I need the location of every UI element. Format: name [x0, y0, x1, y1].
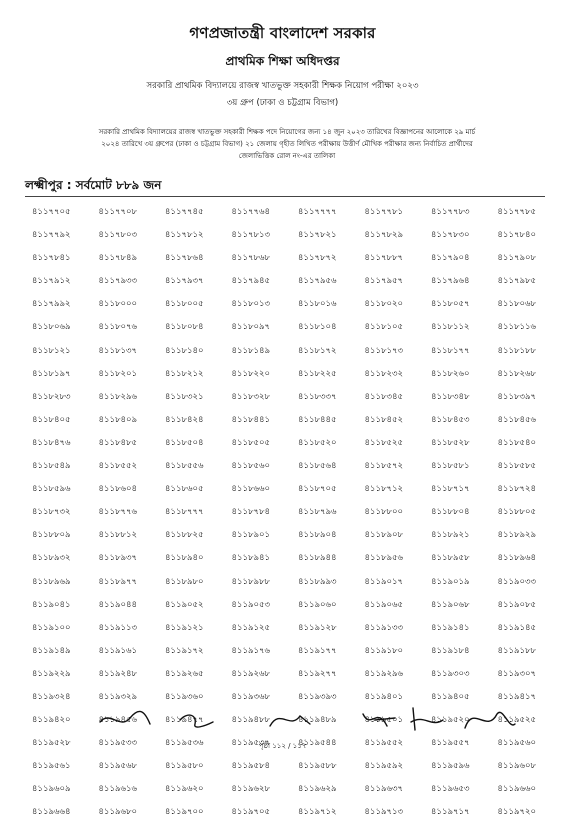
roll-number: ৪১১৮১২১	[31, 345, 71, 356]
roll-number: ৪১১৭৭০৮	[98, 207, 138, 217]
roll-number: ৪১১৯১৮০	[364, 645, 404, 656]
roll-number: ৪১১৮৭৩২	[31, 507, 71, 518]
roll-number: ৪১১৮২২৫	[297, 368, 337, 379]
roll-number: ৪১১৯৫৮০	[164, 761, 204, 772]
roll-number: ৪১১৮০১৩	[231, 299, 271, 310]
roll-number: ৪১১৭৮৪৯	[98, 253, 138, 264]
roll-number: ৪১১৭৮৪০	[497, 230, 537, 241]
roll-number: ৪১১৯২৭৭	[297, 668, 337, 679]
roll-number: ৪১১৭৮৮৭	[364, 253, 404, 264]
roll-number: ৪১১৯৭২০	[497, 807, 537, 818]
roll-number: ৪১১৯৪৫৬	[98, 715, 138, 726]
roll-number: ৪১১৮২৬৮	[497, 368, 537, 379]
roll-number: ৪১১৮০৫৭	[430, 299, 470, 310]
roll-number: ৪১১৮৫২৫	[364, 437, 404, 448]
roll-number: ৪১১৮৫৯৬	[31, 484, 71, 495]
roll-number: ৪১১৯১৬১	[98, 645, 138, 656]
signature-3	[270, 716, 310, 726]
roll-number: ৪১১৯৫৮৪	[231, 761, 271, 772]
roll-number: ৪১১৯১৪১	[430, 622, 470, 633]
roll-number: ৪১১৮৭৮৪	[231, 507, 271, 518]
roll-number: ৪১১৯১৪৫	[497, 622, 537, 633]
roll-number: ৪১১৮৮০৯	[31, 530, 71, 541]
roll-number: ৪১১৯৫৬০	[497, 738, 537, 749]
roll-number: ৪১১৮৯৬৯	[31, 576, 71, 587]
roll-number: ৪১১৯৫০১	[364, 715, 404, 726]
roll-number: ৪১১৮৪৮৫	[98, 437, 138, 448]
roll-number: ৪১১৮০৯৭	[231, 322, 271, 333]
roll-number: ৪১১৯৬২৮	[231, 784, 271, 795]
roll-number: ৪১১৮২২০	[231, 368, 271, 379]
roll-number: ৪১১৯০৫৩	[231, 599, 271, 610]
roll-number: ৪১১৯৫৩৭	[231, 738, 271, 749]
roll-number: ৪১১৯৬০৮	[497, 761, 537, 772]
page-number: পৃষ্ঠা ১১২ / ১১৭	[258, 742, 307, 750]
roll-number: ৪১১৯৭১৩	[364, 807, 404, 818]
roll-number: ৪১১৮৯০৪	[297, 530, 337, 541]
roll-number: ৪১১৭৯৮৫	[497, 276, 537, 287]
roll-number: ৪১১৯০৪৪	[98, 599, 138, 610]
roll-number: ৪১১৭৮৬৮	[231, 253, 271, 264]
roll-number: ৪১১৭৭০৫	[31, 207, 71, 217]
roll-number: ৪১১৯২৬৫	[164, 668, 204, 679]
roll-number: ৪১১৭৭৮৫	[497, 207, 537, 217]
roll-number: ৪১১৮১১৬	[497, 322, 537, 333]
roll-number: ৪১১৮১৪০	[164, 345, 204, 356]
roll-number: ৪১১৯৬৫৩	[430, 784, 470, 795]
exam-title: সরকারি প্রাথমিক বিদ্যালয়ে রাজস্ব খাতভুক্ত সহকারী শিক্ষক নিয়োগ পরীক্ষা ২০২৩	[146, 81, 419, 91]
roll-number: ৪১১৮৪২৪	[164, 414, 204, 425]
roll-number: ৪১১৮৯৫৮	[430, 553, 470, 564]
signature-4	[363, 714, 395, 726]
roll-number: ৪১১৯১১৩	[98, 622, 138, 633]
roll-number: ৪১১৮৭০৫	[297, 484, 337, 495]
roll-number: ৪১১৯০১৭	[364, 576, 404, 587]
roll-number: ৪১১৯৫২৮	[31, 738, 71, 749]
roll-number: ৪১১৮২৬০	[430, 368, 470, 379]
roll-number: ৪১১৮২৯৬	[98, 391, 138, 402]
roll-number: ৪১১৯০৫২	[164, 599, 204, 610]
notice-line-1: সরকারি প্রাথমিক বিদ্যালয়ের রাজস্ব খাতভুক্ত সহকারী শিক্ষক পদে নিয়োগের জন্য ১৪ জুন ২০২৩ তারিখের বিজ্ঞাপনের আলোকে ২৯ মার্চ	[98, 128, 476, 136]
roll-number: ৪১১৯১২৮	[297, 622, 337, 633]
roll-number: ৪১১৮৫৬৪	[297, 461, 337, 472]
roll-number: ৪১১৮৮০০	[364, 507, 404, 518]
roll-number: ৪১১৯১৭৬	[231, 645, 271, 656]
roll-number: ৪১১৮০৬৯	[31, 322, 71, 333]
roll-number: ৪১১৮১৩৭	[98, 345, 138, 356]
roll-number: ৪১১৯৪২০	[31, 715, 71, 726]
roll-number: ৪১১৮৫৮১	[430, 461, 470, 472]
roll-number: ৪১১৮৯২১	[430, 530, 470, 541]
roll-number: ৪১১৯১৭৭	[297, 645, 337, 656]
roll-number: ৪১১৮৪৭৬	[31, 437, 71, 448]
signature-5	[411, 708, 443, 730]
government-title: গণপ্রজাতন্ত্রী বাংলাদেশ সরকার	[189, 24, 376, 42]
roll-number: ৪১১৮১০৫	[364, 322, 404, 333]
roll-number: ৪১১৮৫৪০	[497, 437, 537, 448]
roll-number: ৪১১৯২৯৬	[364, 668, 404, 679]
roll-number: ৪১১৯০৬৮	[430, 599, 470, 610]
roll-number: ৪১১৭৭৭৭	[297, 207, 337, 217]
roll-number: ৪১১৯৩৬০	[164, 691, 204, 702]
roll-number: ৪১১৮০২০	[364, 299, 404, 310]
roll-number: ৪১১৮২০১	[98, 368, 138, 379]
roll-number: ৪১১৮০৬৮	[497, 299, 537, 310]
roll-number: ৪১১৮৫০৫	[231, 437, 271, 448]
roll-number: ৪১১৮৩৩৭	[297, 391, 337, 402]
roll-number: ৪১১৮৩৪৮	[430, 391, 470, 402]
roll-number: ৪১১৯৭১২	[297, 807, 337, 818]
roll-number: ৪১১৯৫৬৮	[98, 761, 138, 772]
roll-number: ৪১১৭৯৪৫	[231, 276, 271, 287]
roll-number: ৪১১৭৯৫৬	[297, 276, 337, 287]
roll-number: ৪১১৯১২১	[164, 622, 204, 633]
roll-number: ৪১১৮১১২	[430, 322, 470, 333]
roll-number: ৪১১৭৯০৮	[497, 253, 537, 264]
roll-number: ৪১১৭৮৭২	[297, 253, 337, 264]
notice-line-2: ২০২৪ তারিখে ৩য় গ্রুপের (ঢাকা ও চট্টগ্রাম বিভাগ) ২১ জেলায় গৃহীত লিখিত পরীক্ষায় উত্তীর্ণ মৌখিক পরীক্ষার জন্য নির্বাচিত প্রার্থীদের	[101, 140, 473, 148]
roll-number: ৪১১৮১৯৭	[31, 368, 71, 379]
roll-number: ৪১১৯৪০৫	[430, 691, 470, 702]
roll-number: ৪১১৮৮০৫	[497, 507, 537, 518]
roll-number: ৪১১৯১৮৮	[497, 645, 537, 656]
signature-2	[180, 715, 213, 727]
roll-number: ৪১১৮৪৫৩	[430, 414, 470, 425]
roll-number: ৪১১৮৫৫২	[98, 461, 138, 472]
roll-number: ৪১১৯০৪১	[31, 599, 71, 610]
roll-number: ৪১১৮৫০৪	[164, 437, 204, 448]
signatures	[95, 700, 525, 740]
roll-number: ৪১১৮৫৬০	[231, 461, 271, 472]
directorate-title: প্রাথমিক শিক্ষা অধিদপ্তর	[225, 54, 340, 68]
roll-number: ৪১১৮৭২৪	[497, 484, 537, 495]
roll-number: ৪১১৯২৪৮	[98, 668, 138, 679]
roll-number: ৪১১৮৬০৫	[164, 484, 204, 495]
roll-number: ৪১১৮৯৭৭	[98, 576, 138, 587]
roll-number: ৪১১৯৫৮৮	[297, 761, 337, 772]
roll-number: ৪১১৮৯৮০	[164, 576, 204, 587]
district-total: লক্ষ্মীপুর : সর্বমোট ৮৮৯ জন	[25, 178, 162, 192]
roll-number: ৪১১৮৬৬০	[231, 484, 271, 495]
roll-number: ৪১১৮৯২৯	[497, 530, 537, 541]
group-title: ৩য় গ্রুপ (ঢাকা ও চট্টগ্রাম বিভাগ)	[226, 98, 339, 108]
roll-number: ৪১১৮১০৪	[297, 322, 337, 333]
roll-number: ৪১১৭৮১৩	[231, 230, 271, 241]
notice-text	[22, 126, 552, 162]
roll-number: ৪১১৯৭০০	[164, 807, 204, 818]
roll-number: ৪১১৯৬৬৪	[31, 807, 71, 818]
roll-number: ৪১১৮০০৫	[164, 299, 204, 310]
roll-number: ৪১১৭৭৮৩	[430, 207, 470, 217]
roll-number: ৪১১৭৭৯২	[31, 230, 71, 241]
roll-number: ৪১১৯১৩৩	[364, 622, 404, 633]
roll-number: ৪১১৮৫৮৫	[497, 461, 537, 472]
roll-number: ৪১১৯৩৬৮	[231, 691, 271, 702]
roll-number: ৪১১৮১৪৯	[231, 345, 271, 356]
roll-number: ৪১১৮৩২৮	[231, 391, 271, 402]
roll-number: ৪১১৮৯০১	[231, 530, 271, 541]
roll-number: ৪১১৮৯৯৩	[297, 576, 337, 587]
roll-number: ৪১১৮৫৭২	[364, 461, 404, 472]
roll-number: ৪১১৯০১৯	[430, 576, 470, 587]
roll-number: ৪১১৮৪৪১	[231, 414, 271, 425]
roll-number: ৪১১৯৩২৪	[31, 691, 71, 702]
roll-number: ৪১১৮৬০৪	[98, 484, 138, 495]
roll-number: ৪১১৮০৮৪	[164, 322, 204, 333]
roll-number: ৪১১৮৯৬৪	[497, 553, 537, 564]
roll-number: ৪১১৮৯৪১	[231, 553, 271, 564]
roll-number: ৪১১৮৩৯৭	[497, 391, 537, 402]
roll-number: ৪১১৯১০০	[31, 622, 71, 633]
roll-number: ৪১১৮৮১২	[98, 530, 138, 541]
roll-number: ৪১১৮০০০	[98, 299, 138, 310]
signature-6	[465, 712, 515, 728]
roll-number: ৪১১৭৮০৩	[98, 230, 138, 241]
roll-number: ৪১১৮২৮৩	[31, 391, 71, 402]
roll-number: ৪১১৯২৬৮	[231, 668, 271, 679]
roll-number: ৪১১৭৮৪১	[31, 253, 71, 264]
roll-number: ৪১১৯৫৯৬	[430, 761, 470, 772]
roll-number: ৪১১৭৯৬৪	[430, 276, 470, 287]
roll-number: ৪১১৯০৮৫	[497, 599, 537, 610]
roll-number: ৪১১৯০৬৫	[364, 599, 404, 610]
roll-number: ৪১১৯৪৮৯	[297, 715, 337, 726]
roll-number: ৪১১৭৭৪৫	[164, 207, 204, 217]
roll-number: ৪১১৮৯৪০	[164, 553, 204, 564]
roll-number: ৪১১৮১৮৮	[497, 345, 537, 356]
roll-number: ৪১১৯৪১৭	[497, 691, 537, 702]
roll-number: ৪১১৭৯৩৭	[164, 276, 204, 287]
roll-number: ৪১১৭৮২৯	[364, 230, 404, 241]
roll-number: ৪১১৮৭৭৭	[164, 507, 204, 518]
roll-number: ৪১১৮৭৯৬	[297, 507, 337, 518]
roll-number: ৪১১৮৪০৯	[98, 414, 138, 425]
roll-number: ৪১১৮০১৬	[297, 299, 337, 310]
roll-number: ৪১১৯৪০১	[364, 691, 404, 702]
roll-number: ৪১১৭৯০৪	[430, 253, 470, 264]
roll-number: ৪১১৭৯৩৩	[98, 276, 138, 287]
roll-number: ৪১১৭৮২১	[297, 230, 337, 241]
roll-number: ৪১১৮০৭৬	[98, 322, 138, 333]
roll-number: ৪১১৮৩৪৫	[364, 391, 404, 402]
roll-number: ৪১১৯২২৯	[31, 668, 71, 679]
roll-number: ৪১১৮৪৫২	[364, 414, 404, 425]
roll-number: ৪১১৭৯৫৭	[364, 276, 404, 287]
roll-number: ৪১১৮৫৫৬	[164, 461, 204, 472]
signature-1	[100, 711, 150, 724]
roll-number: ৪১১৮৮০৪	[430, 507, 470, 518]
roll-number: ৪১১৯৩০৭	[497, 668, 537, 679]
roll-number: ৪১১৯১৮৪	[430, 645, 470, 656]
roll-number: ৪১১৮৪৫৬	[497, 414, 537, 425]
roll-number: ৪১১৮২১২	[164, 368, 204, 379]
roll-number: ৪১১৮৫৪৯	[31, 461, 71, 472]
roll-number: ৪১১৯৩৯৩	[297, 691, 337, 702]
roll-number: ৪১১৯৩২৯	[98, 691, 138, 702]
roll-number: ৪১১৮৯০৮	[364, 530, 404, 541]
roll-number: ৪১১৯৫২০	[430, 715, 470, 726]
divider	[25, 196, 545, 197]
roll-number: ৪১১৯১২৫	[231, 622, 271, 633]
roll-number: ৪১১৯৬২০	[164, 784, 204, 795]
roll-number: ৪১১৮১৭৭	[430, 345, 470, 356]
roll-number: ৪১১৯৫৯২	[364, 761, 404, 772]
roll-number: ৪১১৮২৩২	[364, 368, 404, 379]
roll-number: ৪১১৮৭৭৬	[98, 507, 138, 518]
roll-number: ৪১১৮৪৪৫	[297, 414, 337, 425]
roll-number: ৪১১৯১৪৯	[31, 645, 71, 656]
roll-number: ৪১১৮৫২০	[297, 437, 337, 448]
roll-number: ৪১১৯৫২৫	[497, 715, 537, 726]
roll-number: ৪১১৯৬২৯	[297, 784, 337, 795]
roll-number: ৪১১৯১৭২	[164, 645, 204, 656]
roll-number: ৪১১৯৫৩৬	[164, 738, 204, 749]
roll-number: ৪১১৮১৭৩	[364, 345, 404, 356]
roll-number: ৪১১৮৯৩২	[31, 553, 71, 564]
roll-number: ৪১১৮৯৪৪	[297, 553, 337, 564]
roll-number: ৪১১৯৭১৭	[430, 807, 470, 818]
roll-number: ৪১১৮৯৮৮	[231, 576, 271, 587]
roll-number: ৪১১৮৯৫৬	[364, 553, 404, 564]
roll-number: ৪১১৯৬৩৭	[364, 784, 404, 795]
roll-number: ৪১১৯৩০৩	[430, 668, 470, 679]
roll-number: ৪১১৯৪৭৭	[164, 715, 204, 726]
roll-number: ৪১১৯৬৬০	[497, 784, 537, 795]
roll-number: ৪১১৮৫২৮	[430, 437, 470, 448]
roll-number: ৪১১৭৯১২	[31, 276, 71, 287]
roll-number: ৪১১৭৮৬৪	[164, 253, 204, 264]
roll-number: ৪১১৯৫৩৩	[98, 738, 138, 749]
document-header	[0, 20, 565, 110]
roll-number: ৪১১৯৫৪৪	[297, 738, 337, 749]
roll-number: ৪১১৯৬৮০	[98, 807, 138, 818]
roll-number: ৪১১৯৭০৫	[231, 807, 271, 818]
roll-number: ৪১১৮৮২৫	[164, 530, 204, 541]
roll-number: ৪১১৯০৩৩	[497, 576, 537, 587]
roll-number: ৪১১৯০৬০	[297, 599, 337, 610]
roll-number: ৪১১৮৯৩৭	[98, 553, 138, 564]
roll-number: ৪১১৮৭১২	[364, 484, 404, 495]
roll-number: ৪১১৭৯৯২	[31, 299, 71, 310]
roll-number: ৪১১৮৩২১	[164, 391, 204, 402]
roll-number: ৪১১৮১৭২	[297, 345, 337, 356]
roll-number: ৪১১৭৮৩০	[430, 230, 470, 241]
roll-number: ৪১১৯৪৮৮	[231, 715, 271, 726]
roll-number: ৪১১৯৫৫২	[364, 738, 404, 749]
roll-number: ৪১১৭৭৬৪	[231, 207, 271, 217]
roll-number: ৪১১৮৪০৫	[31, 414, 71, 425]
notice-line-3: জেলাভিত্তিক রোল নং-এর তালিকা	[238, 152, 336, 160]
roll-number: ৪১১৭৮১২	[164, 230, 204, 241]
roll-number: ৪১১৮৭১৭	[430, 484, 470, 495]
roll-number: ৪১১৭৭৮১	[364, 207, 404, 217]
roll-number: ৪১১৯৫৫৭	[430, 738, 470, 749]
roll-number: ৪১১৯৫৬১	[31, 761, 71, 772]
roll-number: ৪১১৯৬০৯	[31, 784, 71, 795]
roll-number: ৪১১৯৬১৬	[98, 784, 138, 795]
